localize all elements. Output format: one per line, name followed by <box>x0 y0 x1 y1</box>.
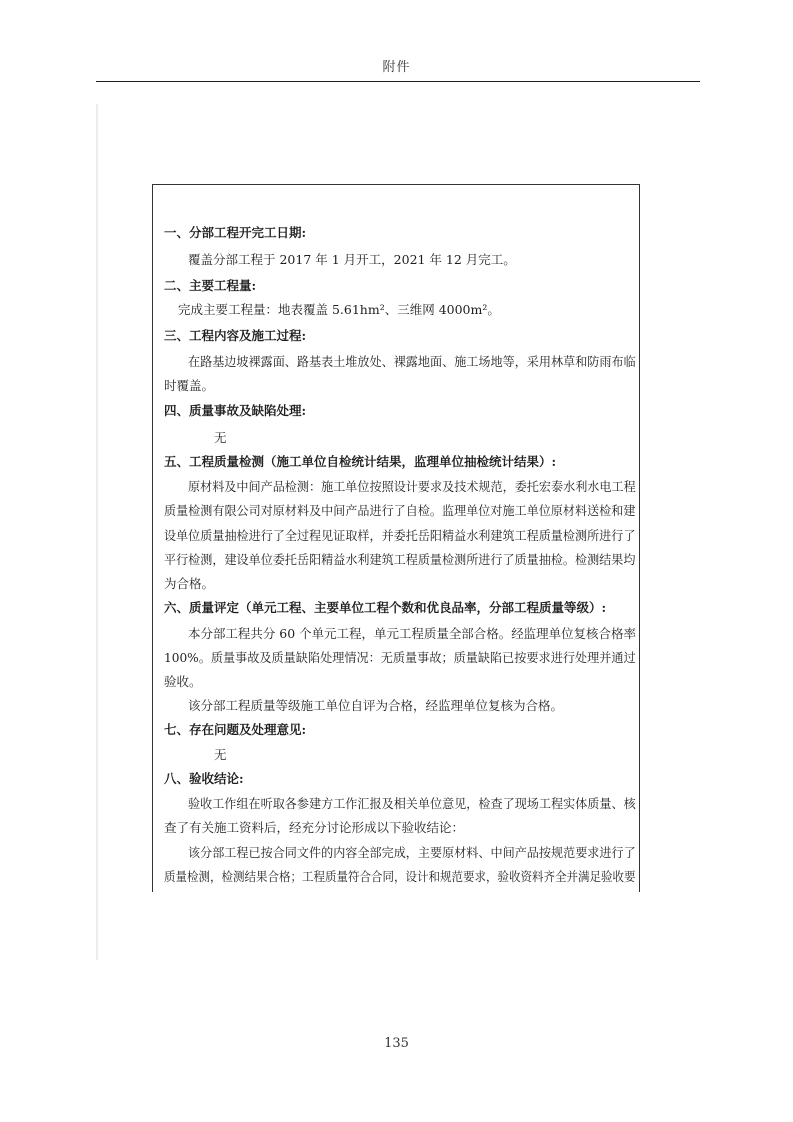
header-divider <box>96 81 700 82</box>
section-text: 平行检测，建设单位委托岳阳精益水利建筑工程质量检测所进行了质量抽检。检测结果均 <box>164 552 636 567</box>
section-text: 为合格。 <box>164 576 215 591</box>
section-text: 验收。 <box>164 674 202 689</box>
section-text: 完成主要工程量：地表覆盖 5.61hm²、三维网 4000m²。 <box>178 302 500 317</box>
section-text: 在路基边坡裸露面、路基表土堆放处、裸露地面、施工场地等，采用林草和防雨布临 <box>188 354 636 369</box>
section-text: 本分部工程共分 60 个单元工程，单元工程质量全部合格。经监理单位复核合格率 <box>188 626 636 641</box>
section-text: 设单位质量抽检进行了全过程见证取样，并委托岳阳精益水利建筑工程质量检测所进行了 <box>164 528 636 543</box>
section-heading: 四、质量事故及缺陷处理: <box>164 403 307 418</box>
page-number: 135 <box>384 1036 409 1051</box>
section-text: 原材料及中间产品检测：施工单位按照设计要求及技术规范，委托宏泰水利水电工程 <box>188 479 636 494</box>
section-text: 该分部工程已按合同文件的内容全部完成，主要原材料、中间产品按规范要求进行了 <box>188 845 636 860</box>
section-text: 质量检测，检测结果合格；工程质量符合合同，设计和规范要求，验收资料齐全并满足验收要 <box>164 869 636 884</box>
section-heading: 一、分部工程开完工日期: <box>164 225 307 240</box>
section-text: 覆盖分部工程于 2017 年 1 月开工，2021 年 12 月完工。 <box>188 252 516 267</box>
section-text: 时覆盖。 <box>164 378 215 393</box>
section-heading: 八、验收结论: <box>164 771 244 786</box>
section-text: 验收工作组在听取各参建方工作汇报及相关单位意见，检查了现场工程实体质量、核 <box>188 796 636 811</box>
section-text: 无 <box>214 747 227 762</box>
scan-edge-shadow <box>96 104 99 960</box>
section-text: 无 <box>214 430 227 445</box>
section-heading: 七、存在问题及处理意见: <box>164 722 307 737</box>
section-text: 质量检测有限公司对原材料及中间产品进行了自检。监理单位对施工单位原材料送检和建 <box>164 503 636 518</box>
section-text: 查了有关施工资料后，经充分讨论形成以下验收结论： <box>164 820 465 835</box>
section-heading: 二、主要工程量: <box>164 278 257 293</box>
section-heading: 三、工程内容及施工过程: <box>164 328 307 343</box>
section-text: 100%。质量事故及质量缺陷处理情况：无质量事故；质量缺陷已按要求进行处理并通过 <box>164 650 636 665</box>
section-heading: 六、质量评定（单元工程、主要单位工程个数和优良品率，分部工程质量等级）: <box>164 600 607 615</box>
section-heading: 五、工程质量检测（施工单位自检统计结果，监理单位抽检统计结果）: <box>164 454 557 469</box>
section-text: 该分部工程质量等级施工单位自评为合格，经监理单位复核为合格。 <box>188 698 564 713</box>
page-header-title: 附件 <box>382 60 411 75</box>
